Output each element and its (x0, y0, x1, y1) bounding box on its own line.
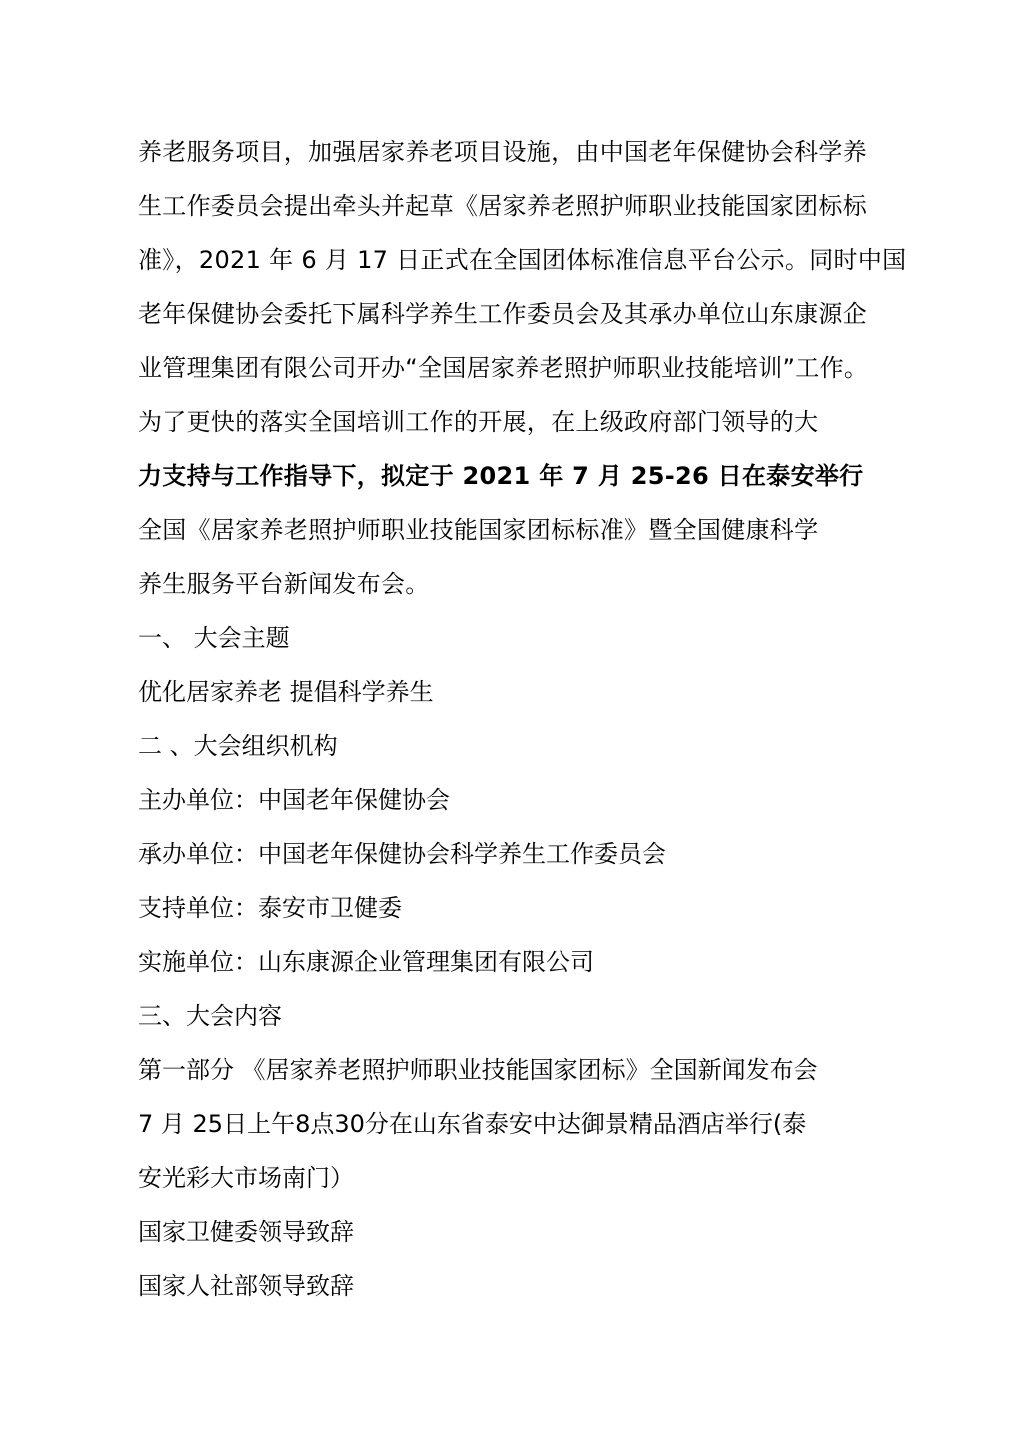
section1-heading: 一、 大会主题 (138, 624, 290, 652)
event-time-location: 7 月 25日上午8点30分在山东省泰安中达御景精品酒店举行(泰 (138, 1110, 807, 1138)
intro-line: 养生服务平台新闻发布会。 (138, 570, 430, 598)
speech-item: 国家卫健委领导致辞 (138, 1218, 354, 1246)
part1-title: 第一部分 《居家养老照护师职业技能国家团标》全国新闻发布会 (138, 1056, 818, 1084)
intro-line: 为了更快的落实全国培训工作的开展，在上级政府部门领导的大 (138, 408, 819, 436)
implementer-unit: 实施单位：山东康源企业管理集团有限公司 (138, 948, 594, 976)
intro-line: 业管理集团有限公司开办“全国居家养老照护师职业技能培训”工作。 (138, 354, 869, 382)
organizer-unit: 承办单位：中国老年保健协会科学养生工作委员会 (138, 840, 666, 868)
speech-item: 国家人社部领导致辞 (138, 1272, 354, 1300)
document-page (138, 125, 907, 1313)
event-location-detail: 安光彩大市场南门） (138, 1164, 354, 1192)
intro-paragraph (138, 125, 907, 611)
intro-line: 养老服务项目，加强居家养老项目设施，由中国老年保健协会科学养 (138, 138, 867, 166)
conference-theme: 优化居家养老 提倡科学养生 (138, 678, 434, 706)
supporter-unit: 支持单位：泰安市卫健委 (138, 894, 402, 922)
intro-line: 老年保健协会委托下属科学养生工作委员会及其承办单位山东康源企 (138, 300, 867, 328)
intro-line: 全国《居家养老照护师职业技能国家团标标准》暨全国健康科学 (138, 516, 819, 544)
section2-heading: 二 、大会组织机构 (138, 732, 338, 760)
intro-line: 力支持与工作指导下，拟定于 2021 年 7 月 25-26 日在泰安举行 (138, 462, 864, 490)
intro-line: 生工作委员会提出牵头并起草《居家养老照护师职业技能国家团标标 (138, 192, 867, 220)
intro-line: 准》，2021 年 6 月 17 日正式在全国团体标准信息平台公示。同时中国 (138, 246, 907, 274)
host-unit: 主办单位：中国老年保健协会 (138, 786, 450, 814)
section3-heading: 三、大会内容 (138, 1002, 282, 1030)
